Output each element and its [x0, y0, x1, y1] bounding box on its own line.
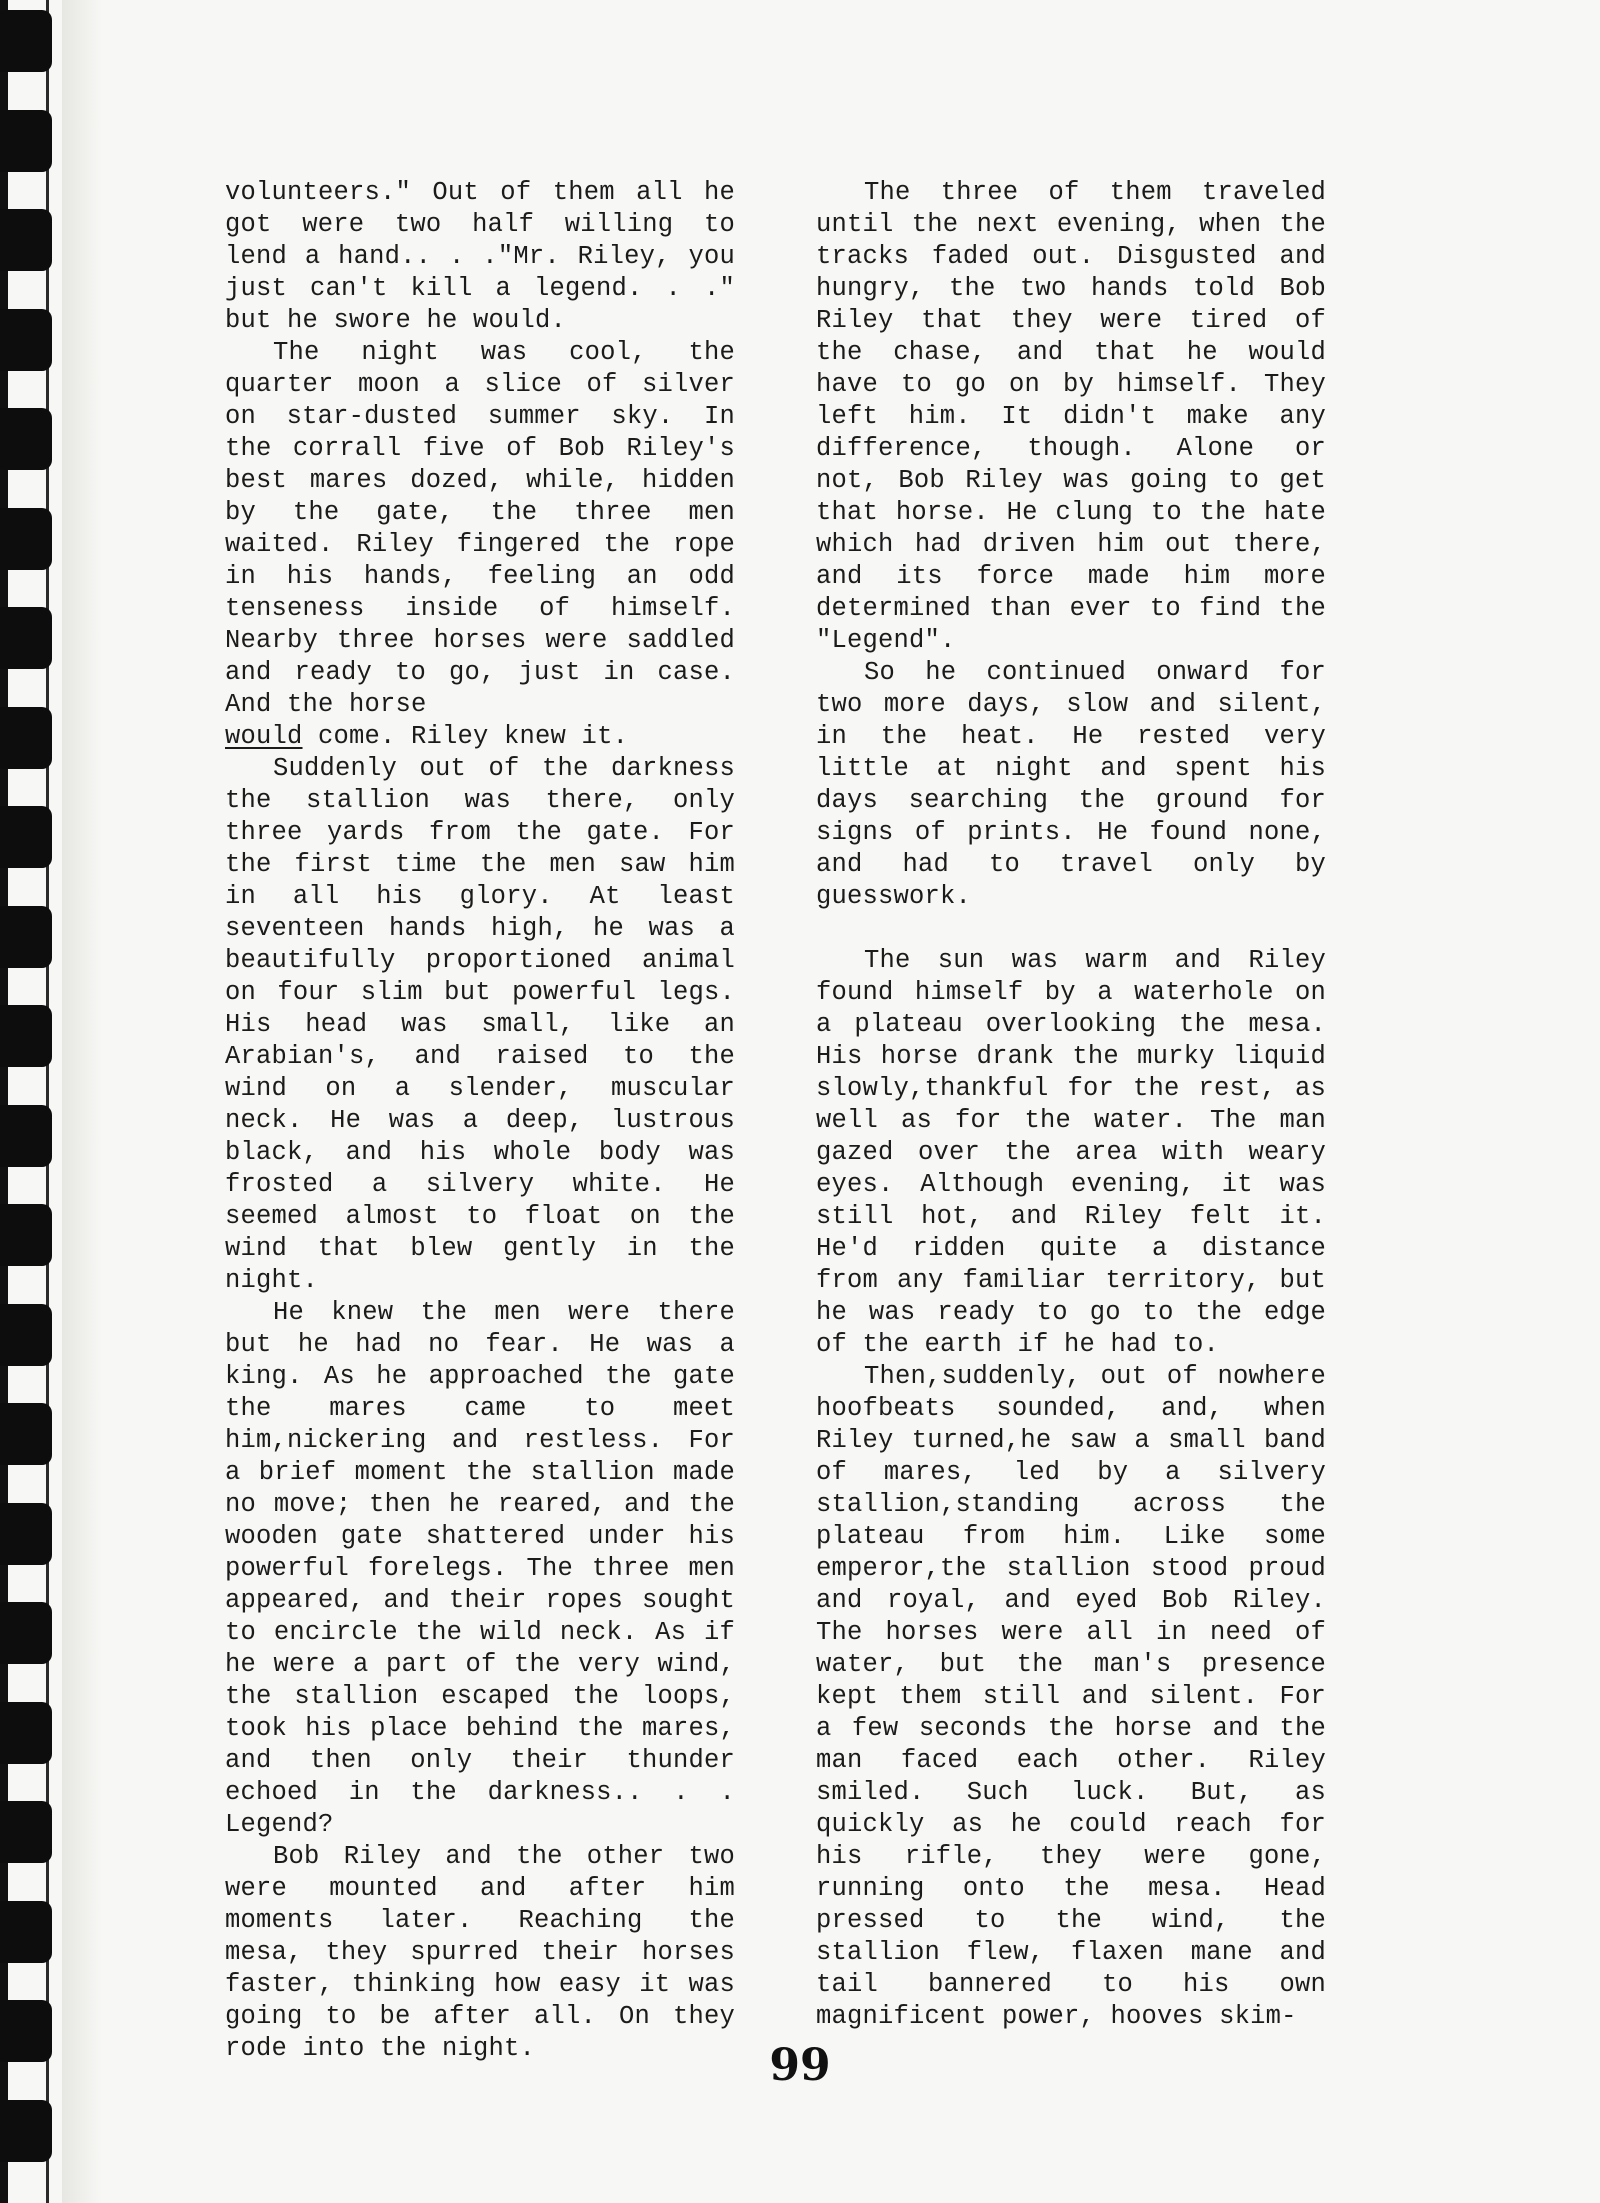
binding-tooth — [0, 408, 52, 470]
paragraph: The sun was warm and Riley found himself by a waterhole on a plateau overlooking the mesa. His horse drank the murky liquid slowly,thankful for the rest, as well as for the water. The man gazed over the area with weary eyes. Although evening, it was still hot, and Riley felt it. He'd ridden quite a distance from any familiar territory, but he was ready to go to the edge of the earth if he had to. — [816, 946, 1326, 1359]
binding-tooth — [0, 1801, 52, 1863]
left-text-column — [225, 177, 735, 2065]
paragraph: Bob Riley and the other two were mounted and after him moments later. Reaching the mesa, they spurred their horses faster, thinking how easy it was going to be after all. On they rode into the night. — [225, 1842, 735, 2063]
spiral-binding — [0, 0, 62, 2203]
binding-tooth — [0, 209, 52, 271]
binding-tooth — [0, 707, 52, 769]
binding-tooth — [0, 607, 52, 669]
binding-tooth — [0, 1204, 52, 1266]
binding-tooth — [0, 110, 52, 172]
right-text-column — [816, 177, 1326, 2033]
paragraph: Then,suddenly, out of nowhere hoofbeats sounded, and, when Riley turned,he saw a small band of mares, led by a silvery stallion,standing across the plateau from him. Like some emperor,the stallion stood proud and royal, and eyed Bob Riley. The horses were all in need of water, but the man's presence kept them still and silent. For a few seconds the horse and the man faced each other. Riley smiled. Such luck. But, as quickly as he could reach for his rifle, they were gone, running onto the mesa. Head pressed to the wind, the stallion flew, flaxen mane and tail bannered to his own magnificent power, hooves skim- — [816, 1362, 1326, 2031]
binding-tooth — [0, 1403, 52, 1465]
paragraph: The three of them traveled until the next evening, when the tracks faded out. Disgusted and hungry, the two hands told Bob Riley that they were tired of the chase, and that he would have to go on by himself. They left him. It didn't make any difference, though. Alone or not, Bob Riley was going to get that horse. He clung to the hate which had driven him out there, and its force made him more determined than ever to find the "Legend". — [816, 178, 1326, 655]
binding-tooth — [0, 1005, 52, 1067]
paragraph-text: The night was cool, the quarter moon a slice of silver on star-dusted summer sky. In the corrall five of Bob Riley's best mares dozed, while, hidden by the gate, the three men waited. Riley fingered the rope in his hands, feeling an odd tenseness inside of himself. Nearby three horses were saddled and ready to go, just in case. And the horse — [225, 338, 735, 719]
binding-tooth — [0, 1304, 52, 1366]
binding-tooth — [0, 1901, 52, 1963]
page-number: 99 — [769, 2040, 831, 2091]
paragraph: So he continued onward for two more days, slow and silent, in the heat. He rested very little at night and spent his days searching the ground for signs of prints. He found none, and had to travel only by guesswork. — [816, 658, 1326, 911]
binding-tooth — [0, 1602, 52, 1664]
binding-tooth — [0, 10, 52, 72]
paragraph: volunteers." Out of them all he got were two half willing to lend a hand.. . ."Mr. Riley, you just can't kill a legend. . ." but he swore he would. — [225, 178, 735, 335]
binding-tooth — [0, 309, 52, 371]
binding-tooth — [0, 906, 52, 968]
binding-tooth — [0, 2100, 52, 2162]
paragraph: Suddenly out of the darkness the stallion was there, only three yards from the gate. For the first time the men saw him in all his glory. At least seventeen hands high, he was a beautifully proportioned animal on four slim but powerful legs. His head was small, like an Arabian's, and raised to the wind on a slender, muscular neck. He was a deep, lustrous black, and his whole body was frosted a silvery white. He seemed almost to float on the wind that blew gently in the night. — [225, 754, 735, 1295]
underlined-word: would — [225, 722, 303, 751]
binding-tooth — [0, 508, 52, 570]
binding-tooth — [0, 806, 52, 868]
binding-tooth — [0, 2000, 52, 2062]
paragraph-text: come. Riley knew it. — [302, 722, 629, 751]
paragraph: He knew the men were there but he had no fear. He was a king. As he approached the gate the mares came to meet him,nickering and restless. For a brief moment the stallion made no move; then he reared, and the wooden gate shattered under his powerful forelegs. The three men appeared, and their ropes sought to encircle the wild neck. As if he were a part of the very wind, the stallion escaped the loops, took his place behind the mares, and then only their thunder echoed in the darkness.. . . Legend? — [225, 1298, 735, 1839]
binding-tooth — [0, 1702, 52, 1764]
binding-tooth — [0, 1503, 52, 1565]
binding-tooth — [0, 1105, 52, 1167]
paragraph — [225, 337, 735, 753]
